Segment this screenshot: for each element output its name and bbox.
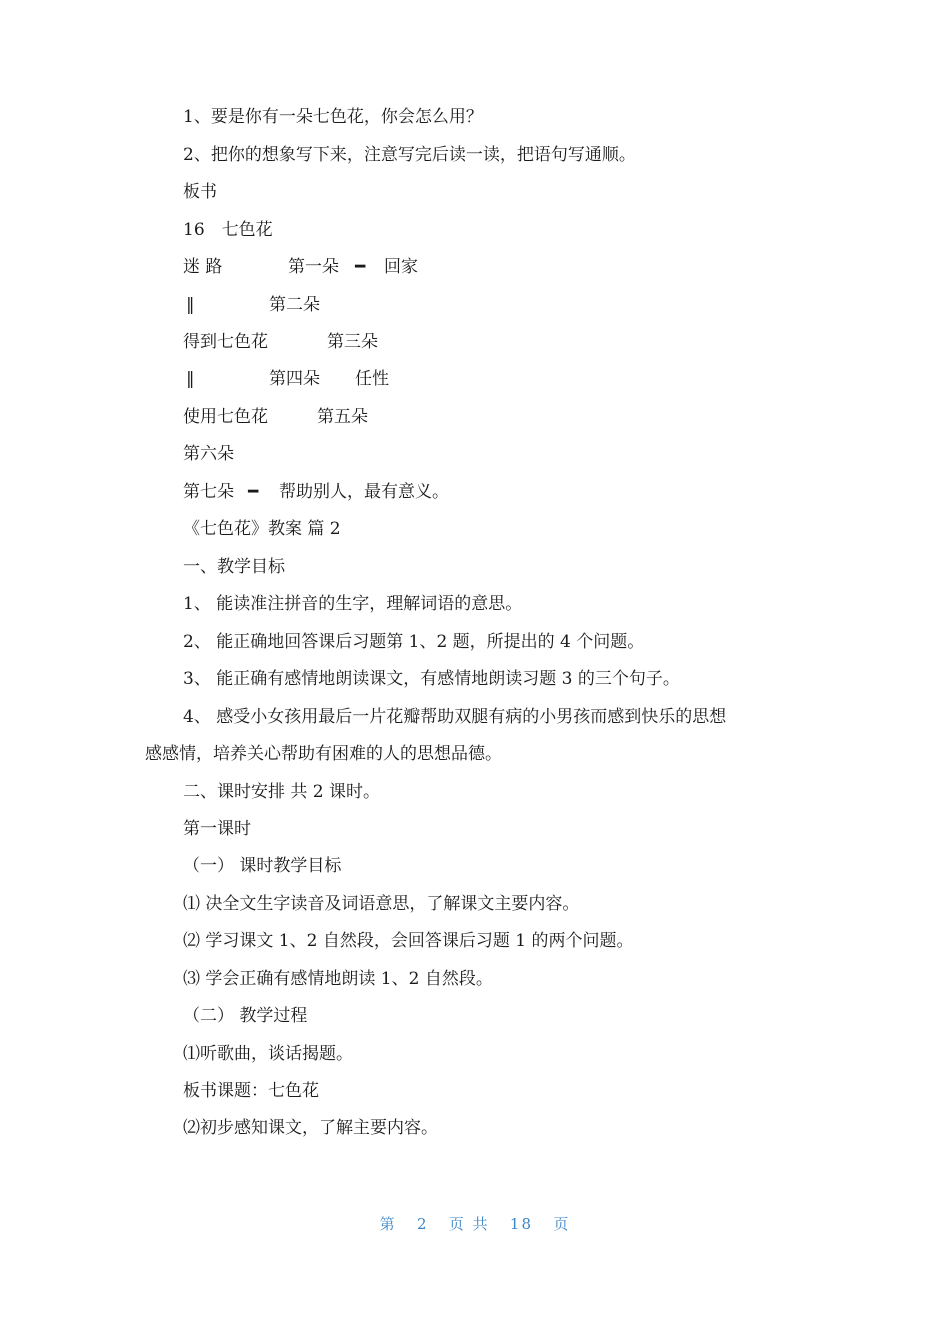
page-footer (0, 1213, 950, 1234)
board-row-1 (0, 256, 950, 278)
board-connector: ‖ (186, 295, 195, 315)
board-go-home: 回家 (384, 257, 418, 277)
board-heading: 板书 (183, 182, 217, 202)
board-petal-3: 第三朵 (327, 332, 378, 352)
goal-2: 2、 能正确地回答课后习题第 1、2 题，所提出的 4 个问题。 (183, 632, 645, 652)
board-row-2 (0, 294, 950, 316)
goal-4-continued: 感感情，培养关心帮助有困难的人的思想品德。 (145, 744, 502, 764)
board-petal-2: 第二朵 (269, 295, 320, 315)
heading-process: （二） 教学过程 (183, 1006, 308, 1026)
footer-suffix: 页 (553, 1215, 571, 1233)
board-willful: 任性 (355, 369, 389, 389)
heading-first-lesson: 第一课时 (183, 819, 251, 839)
board-petal-6: 第六朵 (183, 444, 234, 464)
board-topic: 板书课题：七色花 (183, 1081, 319, 1101)
section-title: 《七色花》教案 篇 2 (183, 519, 341, 539)
goal-1: 1、 能读准注拼音的生字，理解词语的意思。 (183, 594, 523, 614)
board-dash: ━ (355, 257, 366, 277)
footer-page-number: 2 (416, 1215, 429, 1233)
footer-prefix: 第 (379, 1215, 397, 1233)
board-row-4 (0, 368, 950, 390)
footer-total-pages: 18 (509, 1215, 534, 1233)
goal-3: 3、 能正确有感情地朗读课文，有感情地朗读习题 3 的三个句子。 (183, 669, 680, 689)
board-petal-4: 第四朵 (269, 369, 320, 389)
heading-schedule: 二、课时安排 共 2 课时。 (183, 782, 381, 802)
heading-lesson-goals: （一） 课时教学目标 (183, 856, 342, 876)
lesson-goal-1: ⑴ 决全文生字读音及词语意思，了解课文主要内容。 (183, 894, 580, 914)
goal-4: 4、 感受小女孩用最后一片花瓣帮助双腿有病的小男孩而感到快乐的思想 (183, 707, 727, 727)
board-row-7 (0, 481, 950, 503)
board-petal-7: 第七朵 (183, 482, 234, 502)
board-title: 16 七色花 (183, 220, 273, 240)
process-step-1: ⑴听歌曲，谈话揭题。 (183, 1044, 353, 1064)
lesson-goal-2: ⑵ 学习课文 1、2 自然段，会回答课后习题 1 的两个问题。 (183, 931, 634, 951)
question-2: 2、把你的想象写下来，注意写完后读一读，把语句写通顺。 (183, 145, 636, 165)
footer-middle: 页 共 (448, 1215, 490, 1233)
process-step-2: ⑵初步感知课文，了解主要内容。 (183, 1118, 438, 1138)
board-help-others: 帮助别人，最有意义。 (279, 482, 449, 502)
board-connector: ‖ (186, 369, 195, 389)
lesson-goal-3: ⑶ 学会正确有感情地朗读 1、2 自然段。 (183, 969, 493, 989)
board-petal-1: 第一朵 (288, 257, 339, 277)
board-petal-5: 第五朵 (317, 407, 368, 427)
board-dash: ━ (248, 482, 259, 502)
question-1: 1、要是你有一朵七色花，你会怎么用？ (183, 107, 483, 127)
board-use-flower: 使用七色花 (183, 407, 268, 427)
board-row-3 (0, 331, 950, 353)
board-lost-way: 迷 路 (183, 257, 223, 277)
heading-goals: 一、教学目标 (183, 557, 285, 577)
board-row-5 (0, 406, 950, 428)
board-get-flower: 得到七色花 (183, 332, 268, 352)
